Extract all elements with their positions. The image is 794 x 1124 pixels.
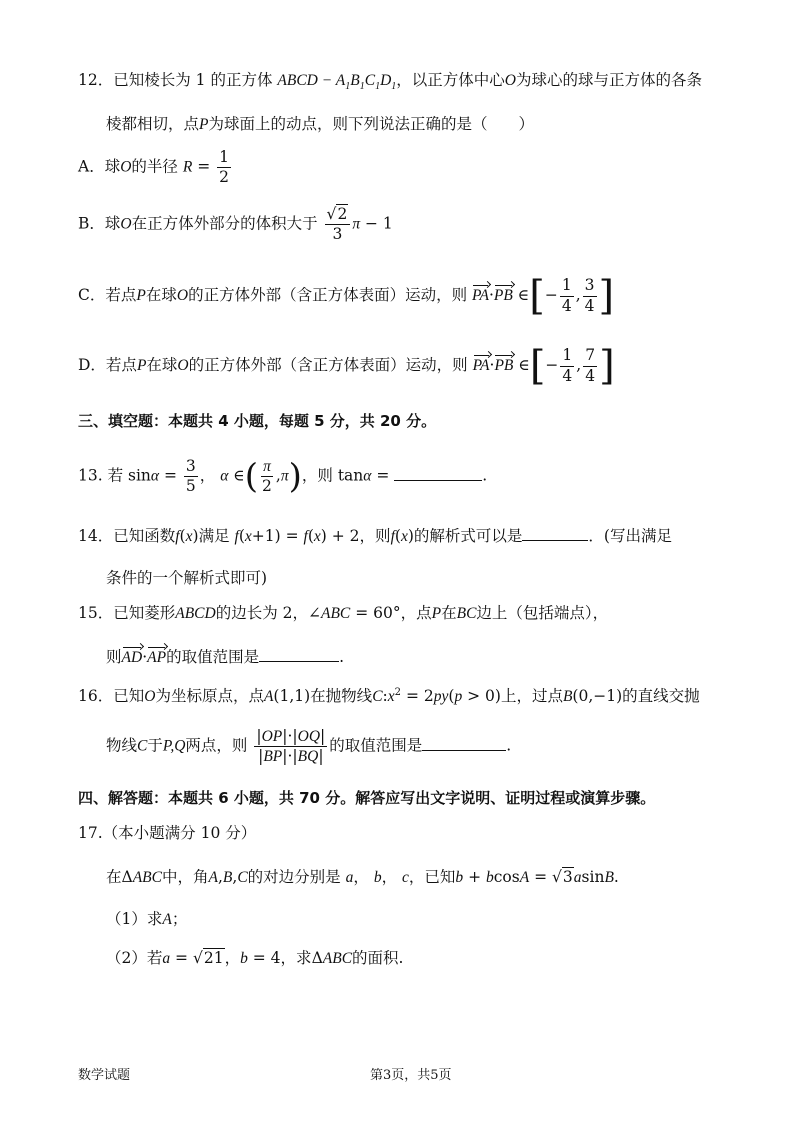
q12-option-a: A．球O的半径 R = $\frac{1}{2}$ [78,148,230,187]
q13: 13. 若 sinα = $\frac{3}{5}$ ， α ∈( $\frac{\pi}{2}$ ,π)，则 tanα = . [78,456,488,497]
cube-label: ABCD − $A_1B_1C_1D_1$ [277,72,397,93]
q14-line1: 14．已知函数f(x)满足 f(x+1) = f(x) + 2，则f(x)的解析式可以是 ．(写出满足 [78,527,672,545]
q17-part-2: （2）若a = √21，b = 4，求ΔABC的面积. [106,949,404,967]
section-4-heading: 四、解答题：本题共 6 小题，共 70 分。解答应写出文字说明、证明过程或演算步骤。 [78,789,656,807]
q12-option-c: C．若点P在球O的正方体外部（含正方体表面）运动，则 PA·PB ∈[− $\frac{1}{4}$ , $\frac{3}{4}$ ] [78,273,615,319]
q16-line2: 物线C于P,Q两点，则 $\frac{|OP|\cdot|OQ|}{|BP|\cdot|BQ|}$ 的取值范围是 . [106,727,512,766]
q12-option-b: B．球O在正方体外部分的体积大于 $\frac{√2}{3}$ π − 1 [78,205,393,244]
q15-line2: 则AD·AP的取值范围是 . [106,648,345,666]
q16-line1: 16．已知O为坐标原点，点A(1,1)在抛物线$C:x^2 = 2py(p > 0)$上，过点B(0,−1)的直线交抛 [78,687,700,706]
q12-option-d: D．若点P在球O的正方体外部（含正方体表面）运动，则 PA·PB ∈[− $\frac{1}{4}$ , $\frac{7}{4}$ ] [78,343,615,389]
q14-line2: 条件的一个解析式即可) [106,569,268,587]
q17-part-1: （1）求A； [106,910,188,928]
q12-line2: 棱都相切，点P为球面上的动点，则下列说法正确的是（ ） [106,115,534,133]
q15-line1: 15．已知菱形ABCD的边长为 2，∠ABC = 60°，点P在BC边上（包括端点）， [78,604,609,622]
q17-header: 17.（本小题满分 10 分） [78,824,257,842]
q17-stem: 在ΔABC中，角A,B,C的对边分别是 a， b， c，已知b + bcosA = √3asinB. [106,868,619,886]
q12-line1: 12．已知棱长为 1 的正方体 ABCD − $A_1B_1C_1D_1$，以正方体中心O为球心的球与正方体的各条 [78,71,703,93]
footer-subject: 数学试题 [78,1068,131,1083]
footer-page-number: 第3页，共5页 [370,1068,452,1083]
section-3-heading: 三、填空题：本题共 4 小题，每题 5 分，共 20 分。 [78,412,437,430]
